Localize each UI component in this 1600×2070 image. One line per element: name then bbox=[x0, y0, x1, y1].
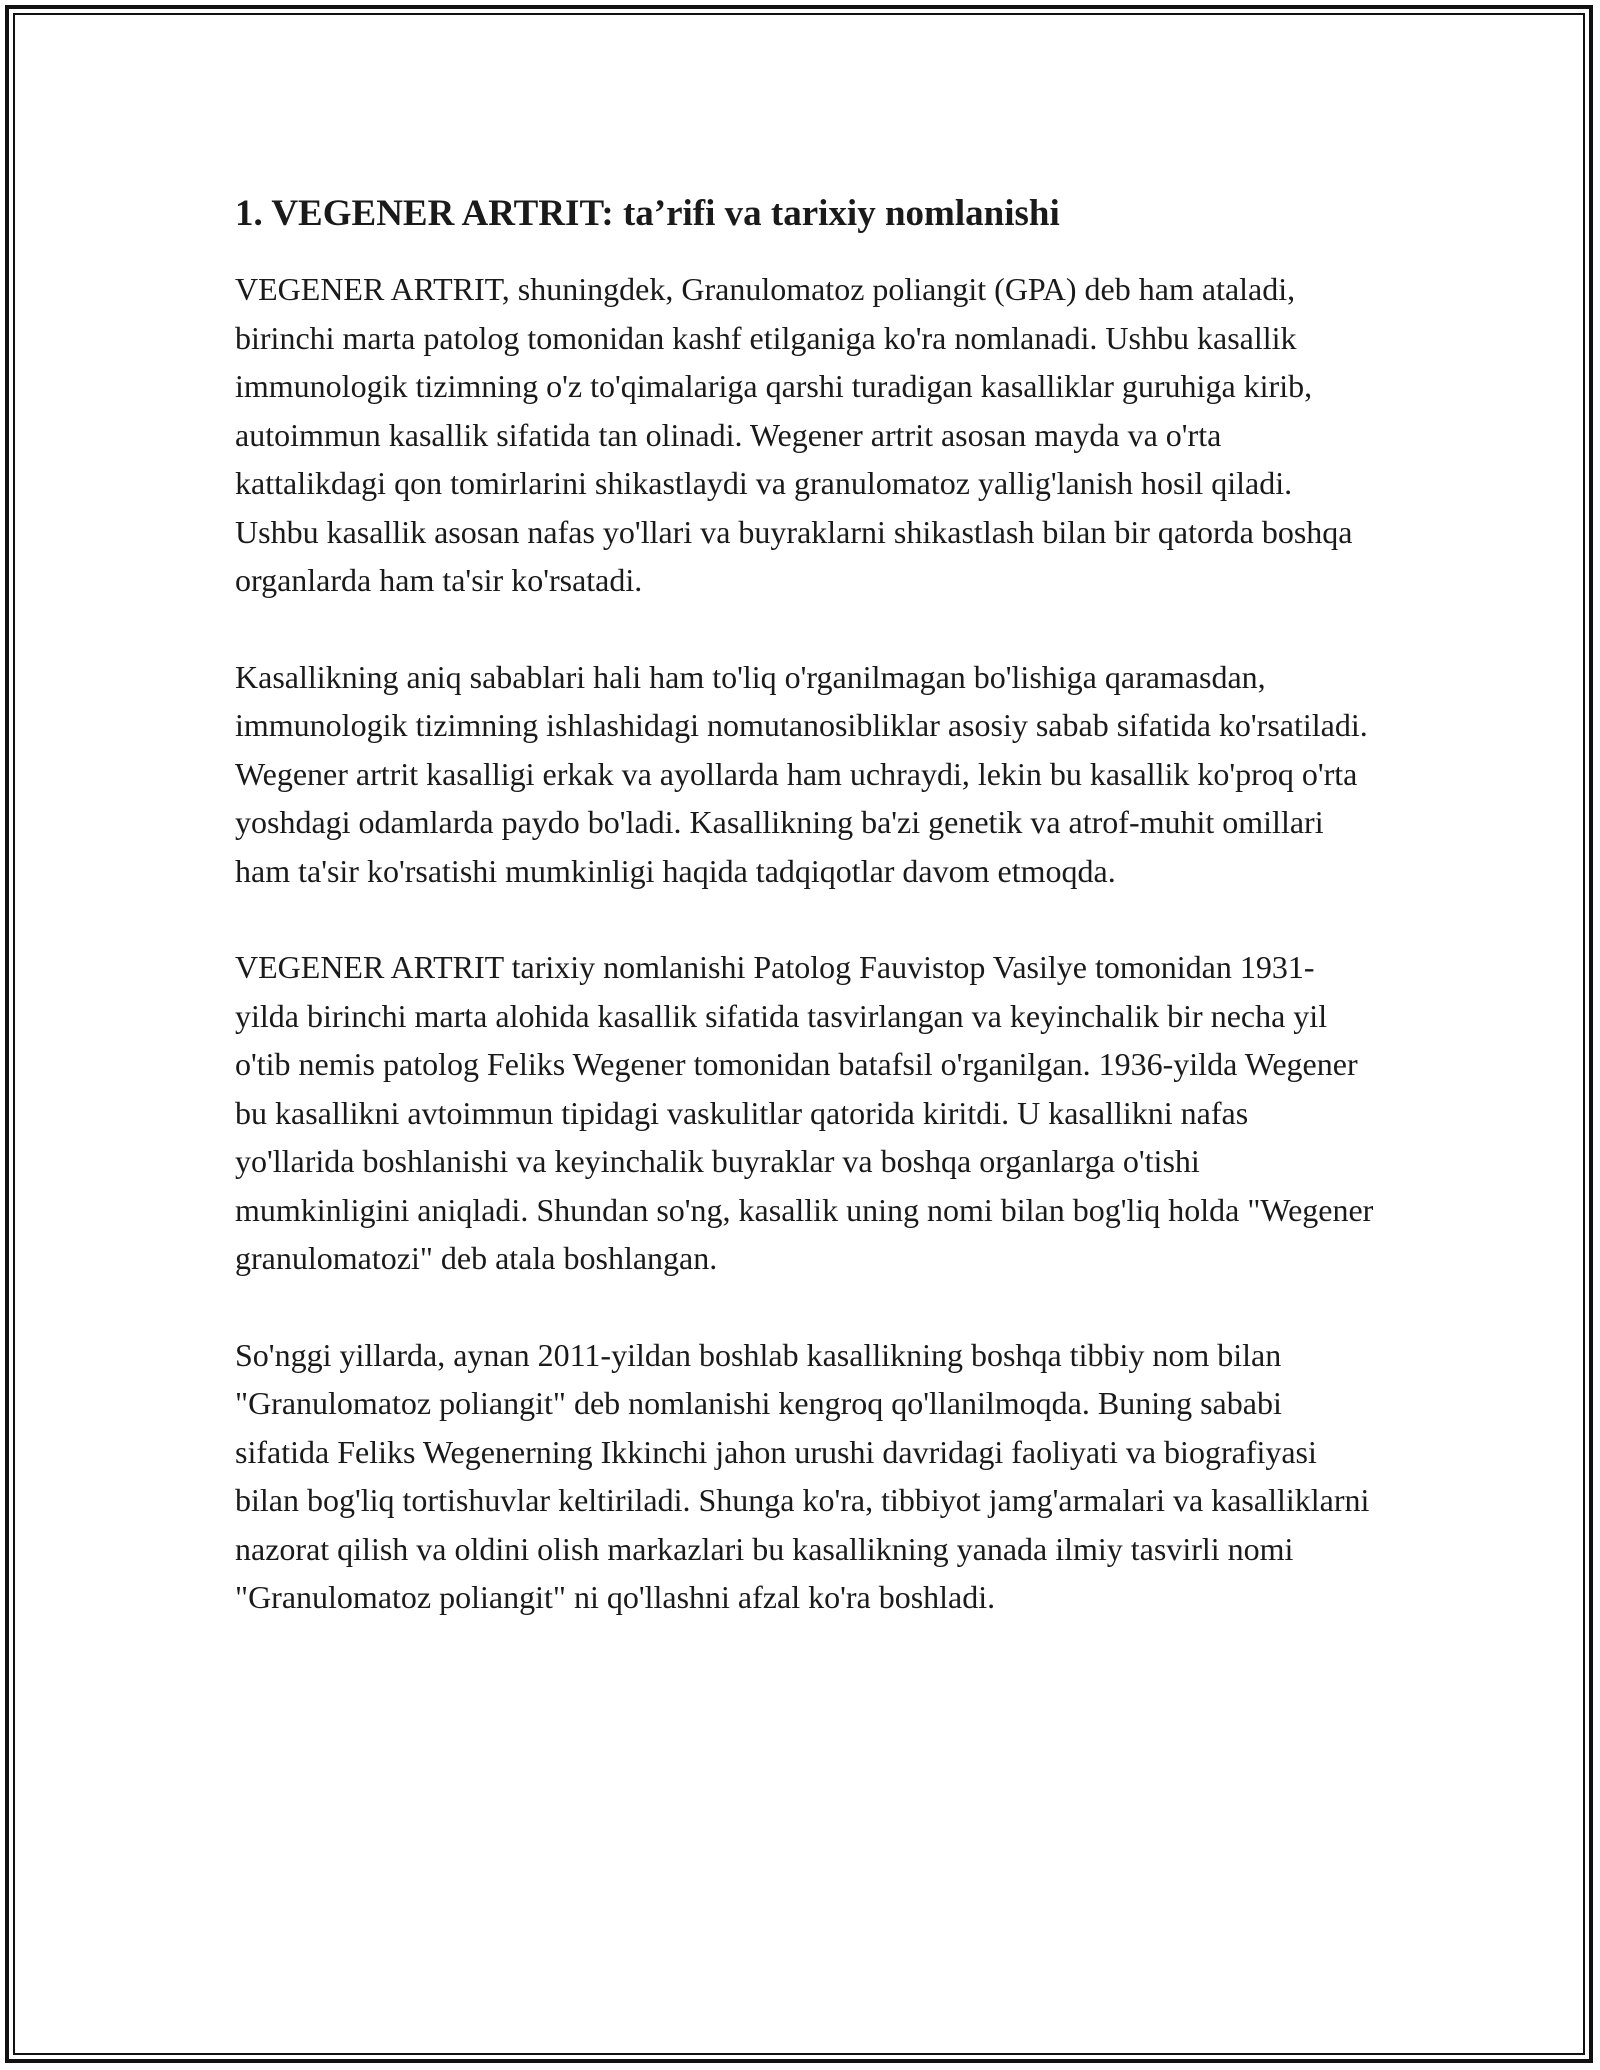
section-heading: 1. VEGENER ARTRIT: ta’rifi va tarixiy nomlanishi bbox=[235, 193, 1060, 234]
paragraph-causes: Kasallikning aniq sabablari hali ham to'liq o'rganilmagan bo'lishiga qaramasdan, immunologik tizimning ishlashidagi nomutanosibliklar asosiy sabab sifatida ko'rsatiladi. Wegener artrit kasalligi erkak va ayollarda ham uchraydi, lekin bu kasallik ko'proq o'rta yoshdagi odamlarda paydo bo'ladi. Kasallikning ba'zi genetik va atrof-muhit omillari ham ta'sir ko'rsatishi mumkinligi haqida tadqiqotlar davom etmoqda. bbox=[235, 658, 1368, 889]
paragraph-renaming: So'nggi yillarda, aynan 2011-yildan boshlab kasallikning boshqa tibbiy nom bilan "Granulomatoz poliangit" deb nomlanishi kengroq qo'llanilmoqda. Buning sababi sifatida Feliks Wegenerning Ikkinchi jahon urushi davridagi faoliyati va biografiyasi bilan bog'liq tortishuvlar keltiriladi. Shunga ko'ra, tibbiyot jamg'armalari va kasalliklarni nazorat qilish va oldini olish markazlari bu kasallikning yanada ilmiy tasvirli nomi "Granulomatoz poliangit" ni qo'llashni afzal ko'ra boshladi. bbox=[235, 1336, 1370, 1615]
paragraph-history: VEGENER ARTRIT tarixiy nomlanishi Patolog Fauvistop Vasilye tomonidan 1931-yilda birinchi marta alohida kasallik sifatida tasvirlangan va keyinchalik bir necha yil o'tib nemis patolog Feliks Wegener tomonidan batafsil o'rganilgan. 1936-yilda Wegener bu kasallikni avtoimmun tipidagi vaskulitlar qatorida kiritdi. U kasallikni nafas yo'llarida boshlanishi va keyinchalik buyraklar va boshqa organlarga o'tishi mumkinligini aniqladi. Shundan so'ng, kasallik uning nomi bilan bog'liq holda "Wegener granulomatozi" deb atala boshlangan. bbox=[235, 949, 1374, 1276]
paragraph-definition: VEGENER ARTRIT, shuningdek, Granulomatoz poliangit (GPA) deb ham ataladi, birinchi marta patolog tomonidan kashf etilganiga ko'ra nomlanadi. Ushbu kasallik immunologik tizimning o'z to'qimalariga qarshi turadigan kasalliklar guruhiga kirib, autoimmun kasallik sifatida tan olinadi. Wegener artrit asosan mayda va o'rta kattalikdagi qon tomirlarini shikastlaydi va granulomatoz yallig'lanish hosil qiladi. Ushbu kasallik asosan nafas yo'llari va buyraklarni shikastlash bilan bir qatorda boshqa organlarda ham ta'sir ko'rsatadi. bbox=[235, 271, 1353, 598]
document-body bbox=[235, 185, 1375, 1670]
